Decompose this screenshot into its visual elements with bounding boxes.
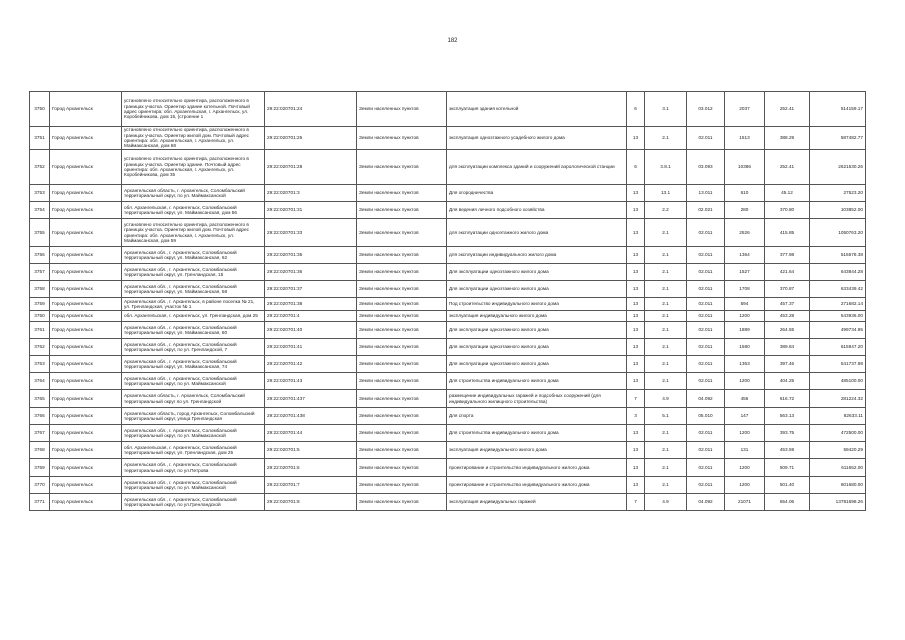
- cell-cadastral-number: 29:22:020701:40: [265, 322, 357, 339]
- cell-use-code: 2.1: [645, 281, 687, 298]
- cell-city: Город Архангельск: [50, 185, 122, 202]
- cell-subgroup-code: 02.011: [687, 219, 725, 247]
- cell-cadastral-value: 103852.00: [810, 202, 866, 219]
- cell-row-number: 3756: [30, 247, 50, 264]
- cell-area: 1200: [725, 477, 765, 494]
- cell-group: 13: [627, 127, 645, 150]
- cell-row-number: 3765: [30, 390, 50, 408]
- cell-area: 594: [725, 298, 765, 311]
- cell-permitted-use: эксплуатация одноэтажного усадебного жилого дома: [447, 127, 627, 150]
- cell-city: Город Архангельск: [50, 494, 122, 511]
- cell-subgroup-code: 05.010: [687, 408, 725, 425]
- cell-cadastral-value: 271682.14: [810, 298, 866, 311]
- cell-use-code: 4.9: [645, 494, 687, 511]
- cell-group: 13: [627, 356, 645, 373]
- cell-use-code: 2.1: [645, 247, 687, 264]
- cell-cadastral-number: 29:22:020701:438: [265, 408, 357, 425]
- table-row: [30, 311, 866, 322]
- cell-group: 13: [627, 477, 645, 494]
- cell-group: 13: [627, 373, 645, 390]
- cell-area: 2526: [725, 219, 765, 247]
- table-row: [30, 390, 866, 408]
- cell-address: Архангельская обл., г. Архангельск, Соломбальский территориальный округ, по ул. Маймаксанской: [122, 425, 265, 442]
- cell-area: 131: [725, 442, 765, 459]
- cell-specific-value: 370.87: [765, 281, 810, 298]
- cell-use-code: 13.1: [645, 185, 687, 202]
- cell-row-number: 3761: [30, 322, 50, 339]
- cell-address: установлено относительно ориентира, расположенного в границах участка. Ориентир здание. Почтовый адрес ориентира: обл. Архангельская, г. Архангельск, ул. Коробейникова, дом 35: [122, 150, 265, 185]
- cell-permitted-use: эксплуатация индивидуального жилого дома: [447, 311, 627, 322]
- cell-address: Архангельская область, город Архангельск, Соломбальский территориальный округ, улица Гренландская: [122, 408, 265, 425]
- table-row: [30, 298, 866, 311]
- cell-land-category: Земли населенных пунктов: [357, 408, 447, 425]
- cell-city: Город Архангельск: [50, 281, 122, 298]
- cell-cadastral-value: 587482.77: [810, 127, 866, 150]
- table-row: [30, 150, 866, 185]
- cell-permitted-use: Для эксплуатации одноэтажного жилого дома: [447, 322, 627, 339]
- cell-land-category: Земли населенных пунктов: [357, 219, 447, 247]
- cell-subgroup-code: 03.093: [687, 150, 725, 185]
- table-body: [30, 92, 866, 511]
- cell-land-category: Земли населенных пунктов: [357, 311, 447, 322]
- cell-area: 1200: [725, 425, 765, 442]
- cell-land-category: Земли населенных пунктов: [357, 264, 447, 281]
- cell-city: Город Архангельск: [50, 477, 122, 494]
- cell-group: 13: [627, 264, 645, 281]
- table-row: [30, 442, 866, 459]
- cell-cadastral-value: 1050763.20: [810, 219, 866, 247]
- cell-specific-value: 377.98: [765, 247, 810, 264]
- cell-address: Архангельская обл., г. Архангельск, Соломбальский территориальный округ, по ул.Петрова: [122, 459, 265, 477]
- cell-specific-value: 509.71: [765, 459, 810, 477]
- cell-cadastral-value: 543936.00: [810, 311, 866, 322]
- table-row: [30, 322, 866, 339]
- cell-group: 13: [627, 202, 645, 219]
- cell-row-number: 3766: [30, 408, 50, 425]
- cell-specific-value: 616.72: [765, 390, 810, 408]
- cell-city: Город Архангельск: [50, 408, 122, 425]
- cell-cadastral-value: 82633.11: [810, 408, 866, 425]
- cell-land-category: Земли населенных пунктов: [357, 442, 447, 459]
- cell-specific-value: 501.40: [765, 477, 810, 494]
- cell-city: Город Архангельск: [50, 92, 122, 127]
- cell-address: установлено относительно ориентира, расположенного в границах участка. Ориентир жилой дом. Почтовый адрес ориентира: обл. Архангельская, г. Архангельск, ул. Маймаксанская, дом 59: [122, 219, 265, 247]
- cell-area: 1363: [725, 356, 765, 373]
- cell-city: Город Архангельск: [50, 356, 122, 373]
- cell-address: Архангельская обл., г. Архангельск, Соломбальский территориальный округ, ул. Маймаксанская, 62: [122, 247, 265, 264]
- cell-city: Город Архангельск: [50, 425, 122, 442]
- cell-cadastral-value: 2621530.26: [810, 150, 866, 185]
- cell-cadastral-number: 29:22:020701:8: [265, 494, 357, 511]
- cell-cadastral-value: 59420.29: [810, 442, 866, 459]
- cell-row-number: 3770: [30, 477, 50, 494]
- cell-specific-value: 453.59: [765, 442, 810, 459]
- cell-city: Город Архангельск: [50, 311, 122, 322]
- cell-cadastral-value: 611652.00: [810, 459, 866, 477]
- cell-permitted-use: размещение индивидуальных гаражей и подсобных сооружений (для индивидуального жилищного строительства): [447, 390, 627, 408]
- cell-cadastral-number: 29:22:020701:38: [265, 298, 357, 311]
- cell-group: 13: [627, 219, 645, 247]
- cell-use-code: 4.9: [645, 390, 687, 408]
- cell-subgroup-code: 02.021: [687, 202, 725, 219]
- cell-subgroup-code: 02.011: [687, 127, 725, 150]
- cell-cadastral-value: 514159.17: [810, 92, 866, 127]
- cell-row-number: 3762: [30, 339, 50, 356]
- cell-cadastral-value: 281224.32: [810, 390, 866, 408]
- cell-subgroup-code: 02.011: [687, 459, 725, 477]
- cell-cadastral-value: 27523.20: [810, 185, 866, 202]
- cell-address: Архангельская область, г. Архангельск, Соломбальский территориальный округ, по ул. Маймаксанской: [122, 185, 265, 202]
- cell-city: Город Архангельск: [50, 298, 122, 311]
- cell-use-code: 2.1: [645, 356, 687, 373]
- cell-use-code: 2.1: [645, 339, 687, 356]
- cell-cadastral-number: 29:22:020701:37: [265, 281, 357, 298]
- cell-cadastral-value: 633439.42: [810, 281, 866, 298]
- cell-group: 13: [627, 459, 645, 477]
- cell-row-number: 3769: [30, 459, 50, 477]
- cell-area: 280: [725, 202, 765, 219]
- cell-group: 13: [627, 322, 645, 339]
- cell-subgroup-code: 04.092: [687, 494, 725, 511]
- cell-specific-value: 388.29: [765, 127, 810, 150]
- table-row: [30, 92, 866, 127]
- cell-cadastral-value: 485100.00: [810, 373, 866, 390]
- cell-specific-value: 563.13: [765, 408, 810, 425]
- cell-cadastral-number: 29:22:020701:7: [265, 477, 357, 494]
- cell-subgroup-code: 02.011: [687, 298, 725, 311]
- cell-city: Город Архангельск: [50, 459, 122, 477]
- cell-land-category: Земли населенных пунктов: [357, 150, 447, 185]
- land-cadastre-table: [29, 91, 866, 511]
- cell-cadastral-value: 515578.38: [810, 247, 866, 264]
- cell-land-category: Земли населенных пунктов: [357, 373, 447, 390]
- cell-city: Город Архангельск: [50, 322, 122, 339]
- cell-group: 13: [627, 185, 645, 202]
- cell-permitted-use: для эксплуатации комплекса зданий и сооружений аэрологической станции: [447, 150, 627, 185]
- cell-address: обл. Архангельская, г. Архангельск, Соломбальский территориальный округ, ул. Маймаксанская, дом 56: [122, 202, 265, 219]
- cell-subgroup-code: 02.011: [687, 247, 725, 264]
- cell-cadastral-value: 643844.28: [810, 264, 866, 281]
- table-row: [30, 459, 866, 477]
- cell-specific-value: 654.06: [765, 494, 810, 511]
- table-row: [30, 264, 866, 281]
- cell-row-number: 3757: [30, 264, 50, 281]
- cell-address: Архангельская обл., г. Архангельск, в районе поселка № 21, ул. Гренландская, участок № 1: [122, 298, 265, 311]
- cell-cadastral-value: 541737.98: [810, 356, 866, 373]
- table-row: [30, 219, 866, 247]
- cell-land-category: Земли населенных пунктов: [357, 298, 447, 311]
- cell-use-code: 2.1: [645, 442, 687, 459]
- cell-group: 7: [627, 494, 645, 511]
- cell-area: 1364: [725, 247, 765, 264]
- cell-land-category: Земли населенных пунктов: [357, 185, 447, 202]
- cell-group: 13: [627, 298, 645, 311]
- cell-cadastral-number: 29:22:020701:41: [265, 339, 357, 356]
- cell-cadastral-number: 29:22:020701:44: [265, 425, 357, 442]
- cell-land-category: Земли населенных пунктов: [357, 92, 447, 127]
- cell-cadastral-value: 615947.20: [810, 339, 866, 356]
- cell-city: Город Архангельск: [50, 202, 122, 219]
- cell-use-code: 2.1: [645, 311, 687, 322]
- cell-cadastral-number: 29:22:020701:5: [265, 442, 357, 459]
- cell-use-code: 2.1: [645, 459, 687, 477]
- cell-land-category: Земли населенных пунктов: [357, 281, 447, 298]
- cell-area: 1200: [725, 311, 765, 322]
- cell-row-number: 3753: [30, 185, 50, 202]
- cell-address: обл. Архангельская, г. Архангельск, Соломбальский территориальный округ, ул. Гренландская, дом 25: [122, 442, 265, 459]
- cell-area: 1200: [725, 373, 765, 390]
- cell-group: 13: [627, 425, 645, 442]
- cell-row-number: 3758: [30, 281, 50, 298]
- table-row: [30, 494, 866, 511]
- cell-use-code: 2.1: [645, 322, 687, 339]
- cell-use-code: 5.1: [645, 408, 687, 425]
- cell-cadastral-number: 29:22:020701:4: [265, 311, 357, 322]
- cell-group: 13: [627, 281, 645, 298]
- cell-address: Архангельская обл., г. Архангельск, Соломбальский территориальный округ, по ул. Гренландской, 7: [122, 339, 265, 356]
- table-row: [30, 477, 866, 494]
- cell-use-code: 2.1: [645, 425, 687, 442]
- cell-city: Город Архангельск: [50, 442, 122, 459]
- cell-specific-value: 370.80: [765, 202, 810, 219]
- cell-address: Архангельская обл., г. Архангельск, Соломбальский территориальный округ, ул. Маймаксанская, 60: [122, 322, 265, 339]
- table-row: [30, 202, 866, 219]
- cell-specific-value: 453.28: [765, 311, 810, 322]
- table-row: [30, 373, 866, 390]
- cell-address: обл. Архангельская, г. Архангельск, ул. Гренландская, дом 25: [122, 311, 265, 322]
- cell-address: Архангельская обл., г. Архангельск, Соломбальский территориальный округ, по ул.Гренландской: [122, 494, 265, 511]
- cell-use-code: 2.1: [645, 373, 687, 390]
- cell-city: Город Архангельск: [50, 390, 122, 408]
- cell-city: Город Архангельск: [50, 247, 122, 264]
- cell-specific-value: 404.25: [765, 373, 810, 390]
- cell-address: Архангельская обл., г. Архангельск, Соломбальский территориальный округ, ул. Гренландская, 15: [122, 264, 265, 281]
- cell-specific-value: 389.84: [765, 339, 810, 356]
- cell-subgroup-code: 02.011: [687, 477, 725, 494]
- cell-specific-value: 397.46: [765, 356, 810, 373]
- cell-cadastral-number: 29:22:020701:28: [265, 150, 357, 185]
- cell-specific-value: 45.12: [765, 185, 810, 202]
- cell-subgroup-code: 02.011: [687, 322, 725, 339]
- cell-address: Архангельская область, г. Архангельск, Соломбальский территориальный округ по ул. Гренландской: [122, 390, 265, 408]
- cell-cadastral-value: 13781698.26: [810, 494, 866, 511]
- cell-row-number: 3768: [30, 442, 50, 459]
- cell-subgroup-code: 03.012: [687, 92, 725, 127]
- cell-use-code: 2.1: [645, 219, 687, 247]
- cell-cadastral-number: 29:22:020701:33: [265, 219, 357, 247]
- cell-subgroup-code: 02.011: [687, 339, 725, 356]
- cell-row-number: 3754: [30, 202, 50, 219]
- cell-permitted-use: Для огородничества: [447, 185, 627, 202]
- cell-subgroup-code: 02.011: [687, 442, 725, 459]
- table-row: [30, 281, 866, 298]
- cell-group: 6: [627, 92, 645, 127]
- cell-specific-value: 415.85: [765, 219, 810, 247]
- cell-area: 2037: [725, 92, 765, 127]
- cell-permitted-use: для эксплуатации одноэтажного жилого дома: [447, 219, 627, 247]
- cell-land-category: Земли населенных пунктов: [357, 390, 447, 408]
- page-number: 182: [447, 38, 458, 44]
- cell-permitted-use: проектирование и строительство индивидуального жилого дома: [447, 477, 627, 494]
- cell-group: 13: [627, 442, 645, 459]
- cell-permitted-use: Под строительство индивидуального жилого дома: [447, 298, 627, 311]
- cell-permitted-use: Для эксплуатации одноэтажного жилого дома: [447, 356, 627, 373]
- cell-address: установлено относительно ориентира, расположенного в границах участка. Ориентир жилой дом. Почтовый адрес ориентира: обл. Архангельская, г. Архангельск, ул. Маймаксанская, дом 68: [122, 127, 265, 150]
- cell-land-category: Земли населенных пунктов: [357, 494, 447, 511]
- table-row: [30, 356, 866, 373]
- cell-cadastral-value: 472500.00: [810, 425, 866, 442]
- table-row: [30, 339, 866, 356]
- cell-row-number: 3759: [30, 298, 50, 311]
- cell-row-number: 3763: [30, 356, 50, 373]
- cell-address: Архангельская обл., г. Архангельск, Соломбальский территориальный округ, по ул. Маймаксанской: [122, 477, 265, 494]
- cell-cadastral-number: 29:22:020701:24: [265, 92, 357, 127]
- cell-cadastral-value: 499734.95: [810, 322, 866, 339]
- cell-city: Город Архангельск: [50, 150, 122, 185]
- cell-city: Город Архангельск: [50, 339, 122, 356]
- cell-row-number: 3771: [30, 494, 50, 511]
- cell-address: Архангельская обл., г. Архангельск, Соломбальский территориальный округ, ул. Маймаксанская, 74: [122, 356, 265, 373]
- cell-row-number: 3750: [30, 92, 50, 127]
- cell-use-code: 2.1: [645, 264, 687, 281]
- cell-address: Архангельская обл., г. Архангельск, Соломбальский территориальный округ, по ул. Маймаксанской: [122, 373, 265, 390]
- cell-group: 13: [627, 247, 645, 264]
- cell-land-category: Земли населенных пунктов: [357, 202, 447, 219]
- cell-use-code: 2.1: [645, 477, 687, 494]
- cell-cadastral-number: 29:22:020701:3: [265, 185, 357, 202]
- cell-area: 1200: [725, 459, 765, 477]
- cell-permitted-use: для эксплуатации индивидуального жилого дома: [447, 247, 627, 264]
- cell-permitted-use: Для эксплуатации одноэтажного жилого дома: [447, 264, 627, 281]
- cell-city: Город Архангельск: [50, 219, 122, 247]
- table-row: [30, 408, 866, 425]
- cell-subgroup-code: 02.011: [687, 264, 725, 281]
- cell-area: 456: [725, 390, 765, 408]
- cell-subgroup-code: 02.011: [687, 425, 725, 442]
- cell-cadastral-number: 29:22:020701:42: [265, 356, 357, 373]
- cell-use-code: 3.1: [645, 92, 687, 127]
- cell-group: 13: [627, 311, 645, 322]
- cell-land-category: Земли населенных пунктов: [357, 127, 447, 150]
- cell-permitted-use: проектирование и строительство индивидуального жилого дома: [447, 459, 627, 477]
- cell-subgroup-code: 02.011: [687, 356, 725, 373]
- cell-city: Город Архангельск: [50, 127, 122, 150]
- cell-area: 1580: [725, 339, 765, 356]
- cell-subgroup-code: 04.092: [687, 390, 725, 408]
- cell-permitted-use: Для эксплуатации одноэтажного жилого дома: [447, 281, 627, 298]
- table-row: [30, 425, 866, 442]
- cell-specific-value: 252.41: [765, 150, 810, 185]
- cell-subgroup-code: 02.011: [687, 281, 725, 298]
- cell-specific-value: 421.64: [765, 264, 810, 281]
- cell-group: 7: [627, 390, 645, 408]
- cell-land-category: Земли населенных пунктов: [357, 322, 447, 339]
- cell-address: установлено относительно ориентира, расположенного в границах участка. Ориентир здание котельной. Почтовый адрес ориентира: обл. Архангельская, г. Архангельск, ул. Коробейникова, дом 15, (строение 1: [122, 92, 265, 127]
- cell-specific-value: 264.55: [765, 322, 810, 339]
- cell-area: 1527: [725, 264, 765, 281]
- table-row: [30, 247, 866, 264]
- cell-row-number: 3760: [30, 311, 50, 322]
- cell-area: 10386: [725, 150, 765, 185]
- cell-permitted-use: Для ведения личного подсобного хозяйства: [447, 202, 627, 219]
- cell-permitted-use: Для спорта: [447, 408, 627, 425]
- cell-area: 1889: [725, 322, 765, 339]
- cell-specific-value: 393.75: [765, 425, 810, 442]
- cell-row-number: 3752: [30, 150, 50, 185]
- cell-use-code: 3.8.1: [645, 150, 687, 185]
- cell-city: Город Архангельск: [50, 264, 122, 281]
- cell-cadastral-number: 29:22:020701:6: [265, 459, 357, 477]
- cell-area: 1708: [725, 281, 765, 298]
- cell-cadastral-number: 29:22:020701:35: [265, 247, 357, 264]
- cell-group: 6: [627, 150, 645, 185]
- cell-area: 610: [725, 185, 765, 202]
- cell-row-number: 3755: [30, 219, 50, 247]
- cell-cadastral-number: 29:22:020701:36: [265, 264, 357, 281]
- cell-land-category: Земли населенных пунктов: [357, 356, 447, 373]
- cell-cadastral-value: 601680.00: [810, 477, 866, 494]
- cell-row-number: 3767: [30, 425, 50, 442]
- cell-permitted-use: Для строительства индивидуального жилого дома: [447, 425, 627, 442]
- table-row: [30, 127, 866, 150]
- cell-permitted-use: эксплуатация здания котельной: [447, 92, 627, 127]
- cell-permitted-use: эксплуатация индивидуальных гаражей: [447, 494, 627, 511]
- cell-subgroup-code: 13.011: [687, 185, 725, 202]
- cell-group: 13: [627, 339, 645, 356]
- cell-land-category: Земли населенных пунктов: [357, 477, 447, 494]
- cell-permitted-use: Для эксплуатации одноэтажного жилого дома: [447, 339, 627, 356]
- cell-area: 147: [725, 408, 765, 425]
- cell-use-code: 2.1: [645, 298, 687, 311]
- cell-city: Город Архангельск: [50, 373, 122, 390]
- cell-group: 3: [627, 408, 645, 425]
- cell-permitted-use: эксплуатация индивидуального жилого дома: [447, 442, 627, 459]
- cell-cadastral-number: 29:22:020701:437: [265, 390, 357, 408]
- cell-land-category: Земли населенных пунктов: [357, 339, 447, 356]
- cell-row-number: 3764: [30, 373, 50, 390]
- table-row: [30, 185, 866, 202]
- cell-row-number: 3751: [30, 127, 50, 150]
- cell-cadastral-number: 29:22:020701:43: [265, 373, 357, 390]
- cell-subgroup-code: 02.011: [687, 311, 725, 322]
- cell-subgroup-code: 02.011: [687, 373, 725, 390]
- cell-cadastral-number: 29:22:020701:31: [265, 202, 357, 219]
- cell-area: 1513: [725, 127, 765, 150]
- cell-permitted-use: Для строительства индивидуального жилого дома: [447, 373, 627, 390]
- cell-area: 21071: [725, 494, 765, 511]
- cell-specific-value: 252.41: [765, 92, 810, 127]
- cell-use-code: 2.1: [645, 127, 687, 150]
- cell-land-category: Земли населенных пунктов: [357, 425, 447, 442]
- cell-specific-value: 457.37: [765, 298, 810, 311]
- cell-address: Архангельская обл., г. Архангельск, Соломбальский территориальный округ, ул. Маймаксанская, 58: [122, 281, 265, 298]
- cell-land-category: Земли населенных пунктов: [357, 459, 447, 477]
- cell-use-code: 2.2: [645, 202, 687, 219]
- cell-cadastral-number: 29:22:020701:26: [265, 127, 357, 150]
- cell-land-category: Земли населенных пунктов: [357, 247, 447, 264]
